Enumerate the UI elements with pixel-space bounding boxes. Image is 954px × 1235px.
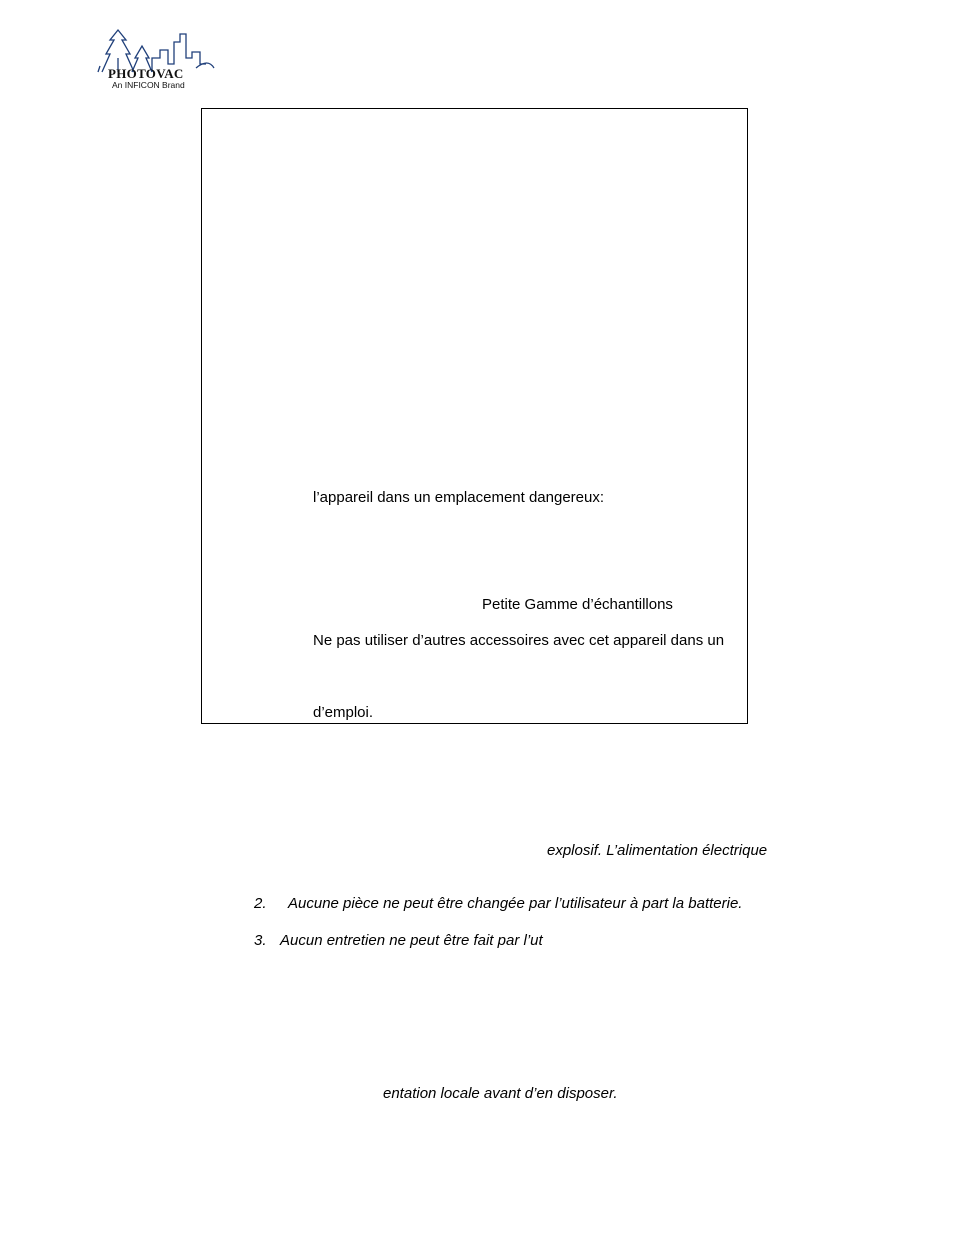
list-item-2-number: 2. [254,895,267,912]
warning-line-accessories: Ne pas utiliser d’autres accessoires avec cet appareil dans un [313,632,725,649]
logo-subtitle-text: An INFICON Brand [112,80,185,90]
logo-brand-text: PHOTOVAC [108,66,184,81]
list-item-3-number: 3. [254,932,267,949]
list-item-2-text: Aucune pièce ne peut être changée par l’utilisateur à part la batterie. [288,895,743,912]
body-fragment-disposal: entation locale avant d’en disposer. [383,1085,618,1102]
warning-line-usage: d’emploi. [313,704,374,721]
warning-line-hazardous-location: l’appareil dans un emplacement dangereux: [313,489,605,506]
photovac-logo [96,28,220,92]
body-fragment-power-supply: explosif. L’alimentation électrique [547,842,768,859]
warning-line-sample-range: Petite Gamme d’échantillons [482,596,673,613]
list-item-3-text: Aucun entretien ne peut être fait par l’ut [280,932,543,949]
